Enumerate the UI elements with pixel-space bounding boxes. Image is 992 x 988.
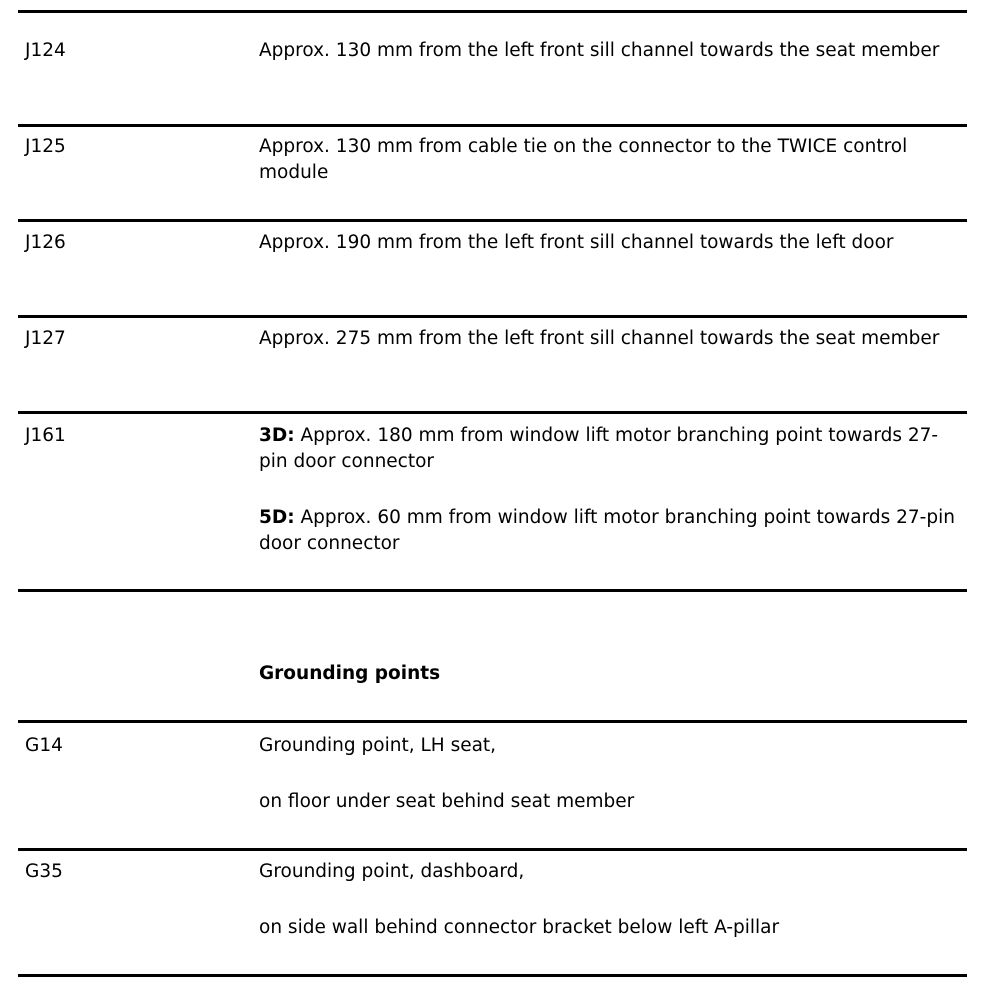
variant-text: Approx. 60 mm from window lift motor branching point towards 27-pin door connector <box>259 507 955 554</box>
row-paragraph-3d <box>259 423 964 475</box>
row-line-2: on side wall behind connector bracket below left A-pillar <box>259 917 780 938</box>
row-line-2: on floor under seat behind seat member <box>259 791 635 812</box>
row-code: J125 <box>25 136 66 157</box>
section-title-grounding-points: Grounding points <box>259 663 441 684</box>
table-rule <box>18 315 967 318</box>
row-code: G14 <box>25 735 63 756</box>
row-code: J124 <box>25 40 66 61</box>
row-line-1: Grounding point, LH seat, <box>259 735 497 756</box>
row-description: Approx. 130 mm from cable tie on the connector to the TWICE control module <box>259 136 908 183</box>
row-description: Approx. 130 mm from the left front sill channel towards the seat member <box>259 40 940 61</box>
table-rule-bottom <box>18 589 967 592</box>
table-rule <box>18 411 967 414</box>
table-rule <box>18 219 967 222</box>
table-rule-top <box>18 720 967 723</box>
row-description: Approx. 275 mm from the left front sill channel towards the seat member <box>259 328 940 349</box>
variant-text: Approx. 180 mm from window lift motor branching point towards 27-pin door connector <box>259 425 939 472</box>
table-rule-bottom <box>18 974 967 977</box>
table-rule-top <box>18 10 967 13</box>
variant-prefix: 3D: <box>259 425 295 446</box>
row-line-1: Grounding point, dashboard, <box>259 861 525 882</box>
table-rule <box>18 848 967 851</box>
row-description: Approx. 190 mm from the left front sill channel towards the left door <box>259 232 894 253</box>
row-code: G35 <box>25 861 63 882</box>
row-paragraph-5d <box>259 505 964 557</box>
row-code: J161 <box>25 425 66 446</box>
row-code: J127 <box>25 328 66 349</box>
variant-prefix: 5D: <box>259 507 295 528</box>
table-rule <box>18 124 967 127</box>
row-code: J126 <box>25 232 66 253</box>
